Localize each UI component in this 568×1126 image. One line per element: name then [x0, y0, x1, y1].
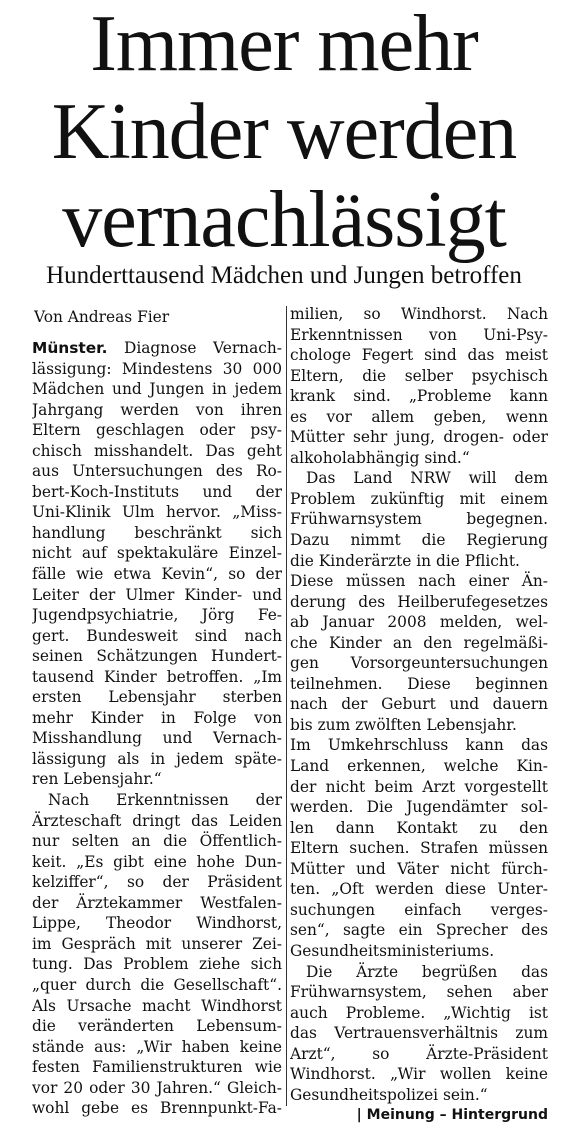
- article-text-line: Mütter und Väter nicht fürch-: [290, 859, 548, 878]
- article-text-line: es vor allem geben, wenn: [290, 407, 548, 426]
- headline-line: vernachlässigt: [62, 176, 506, 264]
- article-text-line: suchungen einfach verges-: [290, 900, 548, 919]
- article-text-line: wohl gebe es Brennpunkt-Fa-: [32, 1099, 282, 1118]
- headline-line: Kinder werden: [51, 88, 517, 176]
- article-text-line: Im Umkehrschluss kann das: [290, 736, 548, 755]
- article-text-line: werden. Die Jugendämter sol-: [290, 798, 548, 817]
- article-text-line: teilnehmen. Diese beginnen: [290, 674, 548, 693]
- article-text-line: auch Probleme. „Wichtig ist: [290, 1003, 548, 1022]
- article-text-line: Als Ursache macht Windhorst: [32, 996, 282, 1015]
- article-text-line: stände aus: „Wir haben keine: [32, 1037, 282, 1056]
- article-text-line: Gesundheitspolizei sein.“: [290, 1085, 488, 1104]
- article-text-line: ren Lebensjahr.“: [32, 770, 162, 789]
- article-text-line: milien, so Windhorst. Nach: [290, 305, 548, 323]
- article-text-line: Die Ärzte begrüßen das: [306, 962, 548, 981]
- section-reference: | Meinung – Hintergrund: [356, 1107, 548, 1124]
- article-text-line: ab Januar 2008 melden, wel-: [290, 613, 548, 632]
- article-text-line: Jahrgang werden von ihren: [32, 400, 282, 419]
- article-text-line: Nach Erkenntnissen der: [48, 791, 282, 810]
- article-text-line: Erkenntnissen von Uni-Psy-: [290, 325, 548, 344]
- article-text-line: Gesundheitsministeriums.: [290, 941, 495, 960]
- article-column-right: [290, 304, 548, 1126]
- article-text-line: die veränderten Lebensum-: [32, 1017, 282, 1036]
- article-text-line: Frühwarnsystem, sehen aber: [290, 983, 548, 1002]
- article-text-line: Lippe, Theodor Windhorst,: [32, 914, 282, 933]
- article-text-line: bis zum zwölften Lebensjahr.: [290, 715, 517, 734]
- article-text-line: Eltern geschlagen oder psy-: [32, 421, 282, 440]
- article-text-line: „quer durch die Gesellschaft“.: [32, 975, 282, 994]
- article-text-line: Mädchen und Jungen in jedem: [32, 380, 282, 399]
- article-text-line: nicht auf spektakuläre Einzel-: [32, 544, 282, 563]
- subheadline: Hunderttausend Mädchen und Jungen betroffen: [46, 262, 522, 289]
- article-text-line: nur selten an die Öffentlich-: [32, 832, 282, 851]
- headline-line: Immer mehr: [90, 0, 478, 88]
- column-divider: [286, 306, 287, 1106]
- article-text-line: Arzt“, so Ärzte-Präsident: [290, 1044, 548, 1063]
- article-text-line: handlung beschränkt sich: [32, 523, 282, 542]
- article-text-line: keit. „Es gibt eine hohe Dun-: [32, 852, 282, 871]
- article-text-line: kelziffer“, so der Präsident: [32, 873, 282, 892]
- article-text-line: gen Vorsorgeuntersuchungen: [290, 654, 548, 673]
- article-text-line: tung. Das Problem ziehe sich: [32, 955, 282, 974]
- article-text-line: das Vertrauensverhältnis zum: [290, 1024, 548, 1043]
- article-text-line: ersten Lebensjahr sterben: [32, 688, 282, 707]
- article-column-left: [32, 304, 282, 1119]
- article-text-line: Eltern, die selber psychisch: [290, 366, 548, 385]
- article-text: Diagnose Vernach-: [107, 339, 282, 357]
- article-text-line: krank sind. „Probleme kann: [290, 387, 548, 406]
- article-text-line: nach der Geburt und dauern: [290, 695, 548, 714]
- article-text-line: len dann Kontakt zu den: [290, 818, 548, 837]
- article-text-line: chisch misshandelt. Das geht: [32, 441, 282, 460]
- article-text-line: Das Land NRW will dem: [306, 469, 548, 488]
- article-text-line: Ärzteschaft dringt das Leiden: [32, 811, 282, 830]
- article-text-line: Land erkennen, welche Kin-: [290, 757, 548, 776]
- article-text-line: Windhorst. „Wir wollen keine: [290, 1065, 548, 1084]
- article-text-line: ten. „Oft werden diese Unter-: [290, 880, 548, 899]
- article-text-line: aus Untersuchungen des Ro-: [32, 462, 282, 481]
- article-text-line: sen“, sagte ein Sprecher des: [290, 921, 548, 940]
- article-text-line: Dazu nimmt die Regierung: [290, 531, 548, 550]
- article-text-line: Uni-Klinik Ulm hervor. „Miss-: [32, 503, 282, 522]
- article-text-line: Misshandlung und Vernach-: [32, 729, 282, 748]
- headline: [0, 0, 568, 264]
- article-text-line: seinen Schätzungen Hundert-: [32, 647, 282, 666]
- article-text-line: vor 20 oder 30 Jahren.“ Gleich-: [32, 1078, 282, 1097]
- article-text-line: gert. Bundesweit sind nach: [32, 626, 282, 645]
- article-text-line: Eltern suchen. Strafen müssen: [290, 839, 548, 858]
- article-text-line: Jugendpsychiatrie, Jörg Fe-: [32, 606, 282, 625]
- article-text-line: fälle wie etwa Kevin“, so der: [32, 565, 282, 584]
- article-text-line: mehr Kinder in Folge von: [32, 708, 282, 727]
- byline: Von Andreas Fier: [34, 308, 170, 326]
- article-text-line: derung des Heilberufegesetzes: [290, 592, 548, 611]
- article-text-line: der Ärztekammer Westfalen-: [32, 893, 282, 912]
- article-text-line: festen Familienstrukturen wie: [32, 1058, 282, 1077]
- article-text-line: Diese müssen nach einer Än-: [290, 572, 548, 591]
- dateline: Münster.: [32, 339, 108, 357]
- article-text-line: die Kinderärzte in die Pflicht.: [290, 551, 520, 570]
- article-text-line: der nicht beim Arzt vorgestellt: [290, 777, 548, 796]
- article-text-line: im Gespräch mit unserer Zei-: [32, 934, 282, 953]
- article-text-line: [32, 338, 282, 359]
- article-text-line: Leiter der Ulmer Kinder- und: [32, 585, 282, 604]
- article-text-line: bert-Koch-Instituts und der: [32, 482, 282, 501]
- article-text-line: tausend Kinder betroffen. „Im: [32, 667, 282, 686]
- article-text-line: chologe Fegert sind das meist: [290, 346, 548, 365]
- article-text-line: Problem zukünftig mit einem: [290, 489, 548, 508]
- article-text-line: Frühwarnsystem begegnen.: [290, 510, 548, 529]
- article-text-line: lässigung als in jedem späte-: [32, 749, 282, 768]
- article-text-line: lässigung: Mindestens 30 000: [32, 359, 282, 378]
- article-text-line: alkoholabhängig sind.“: [290, 448, 470, 467]
- article-text-line: che Kinder an den regelmäßi-: [290, 633, 548, 652]
- article-text-line: Mütter sehr jung, drogen- oder: [290, 428, 548, 447]
